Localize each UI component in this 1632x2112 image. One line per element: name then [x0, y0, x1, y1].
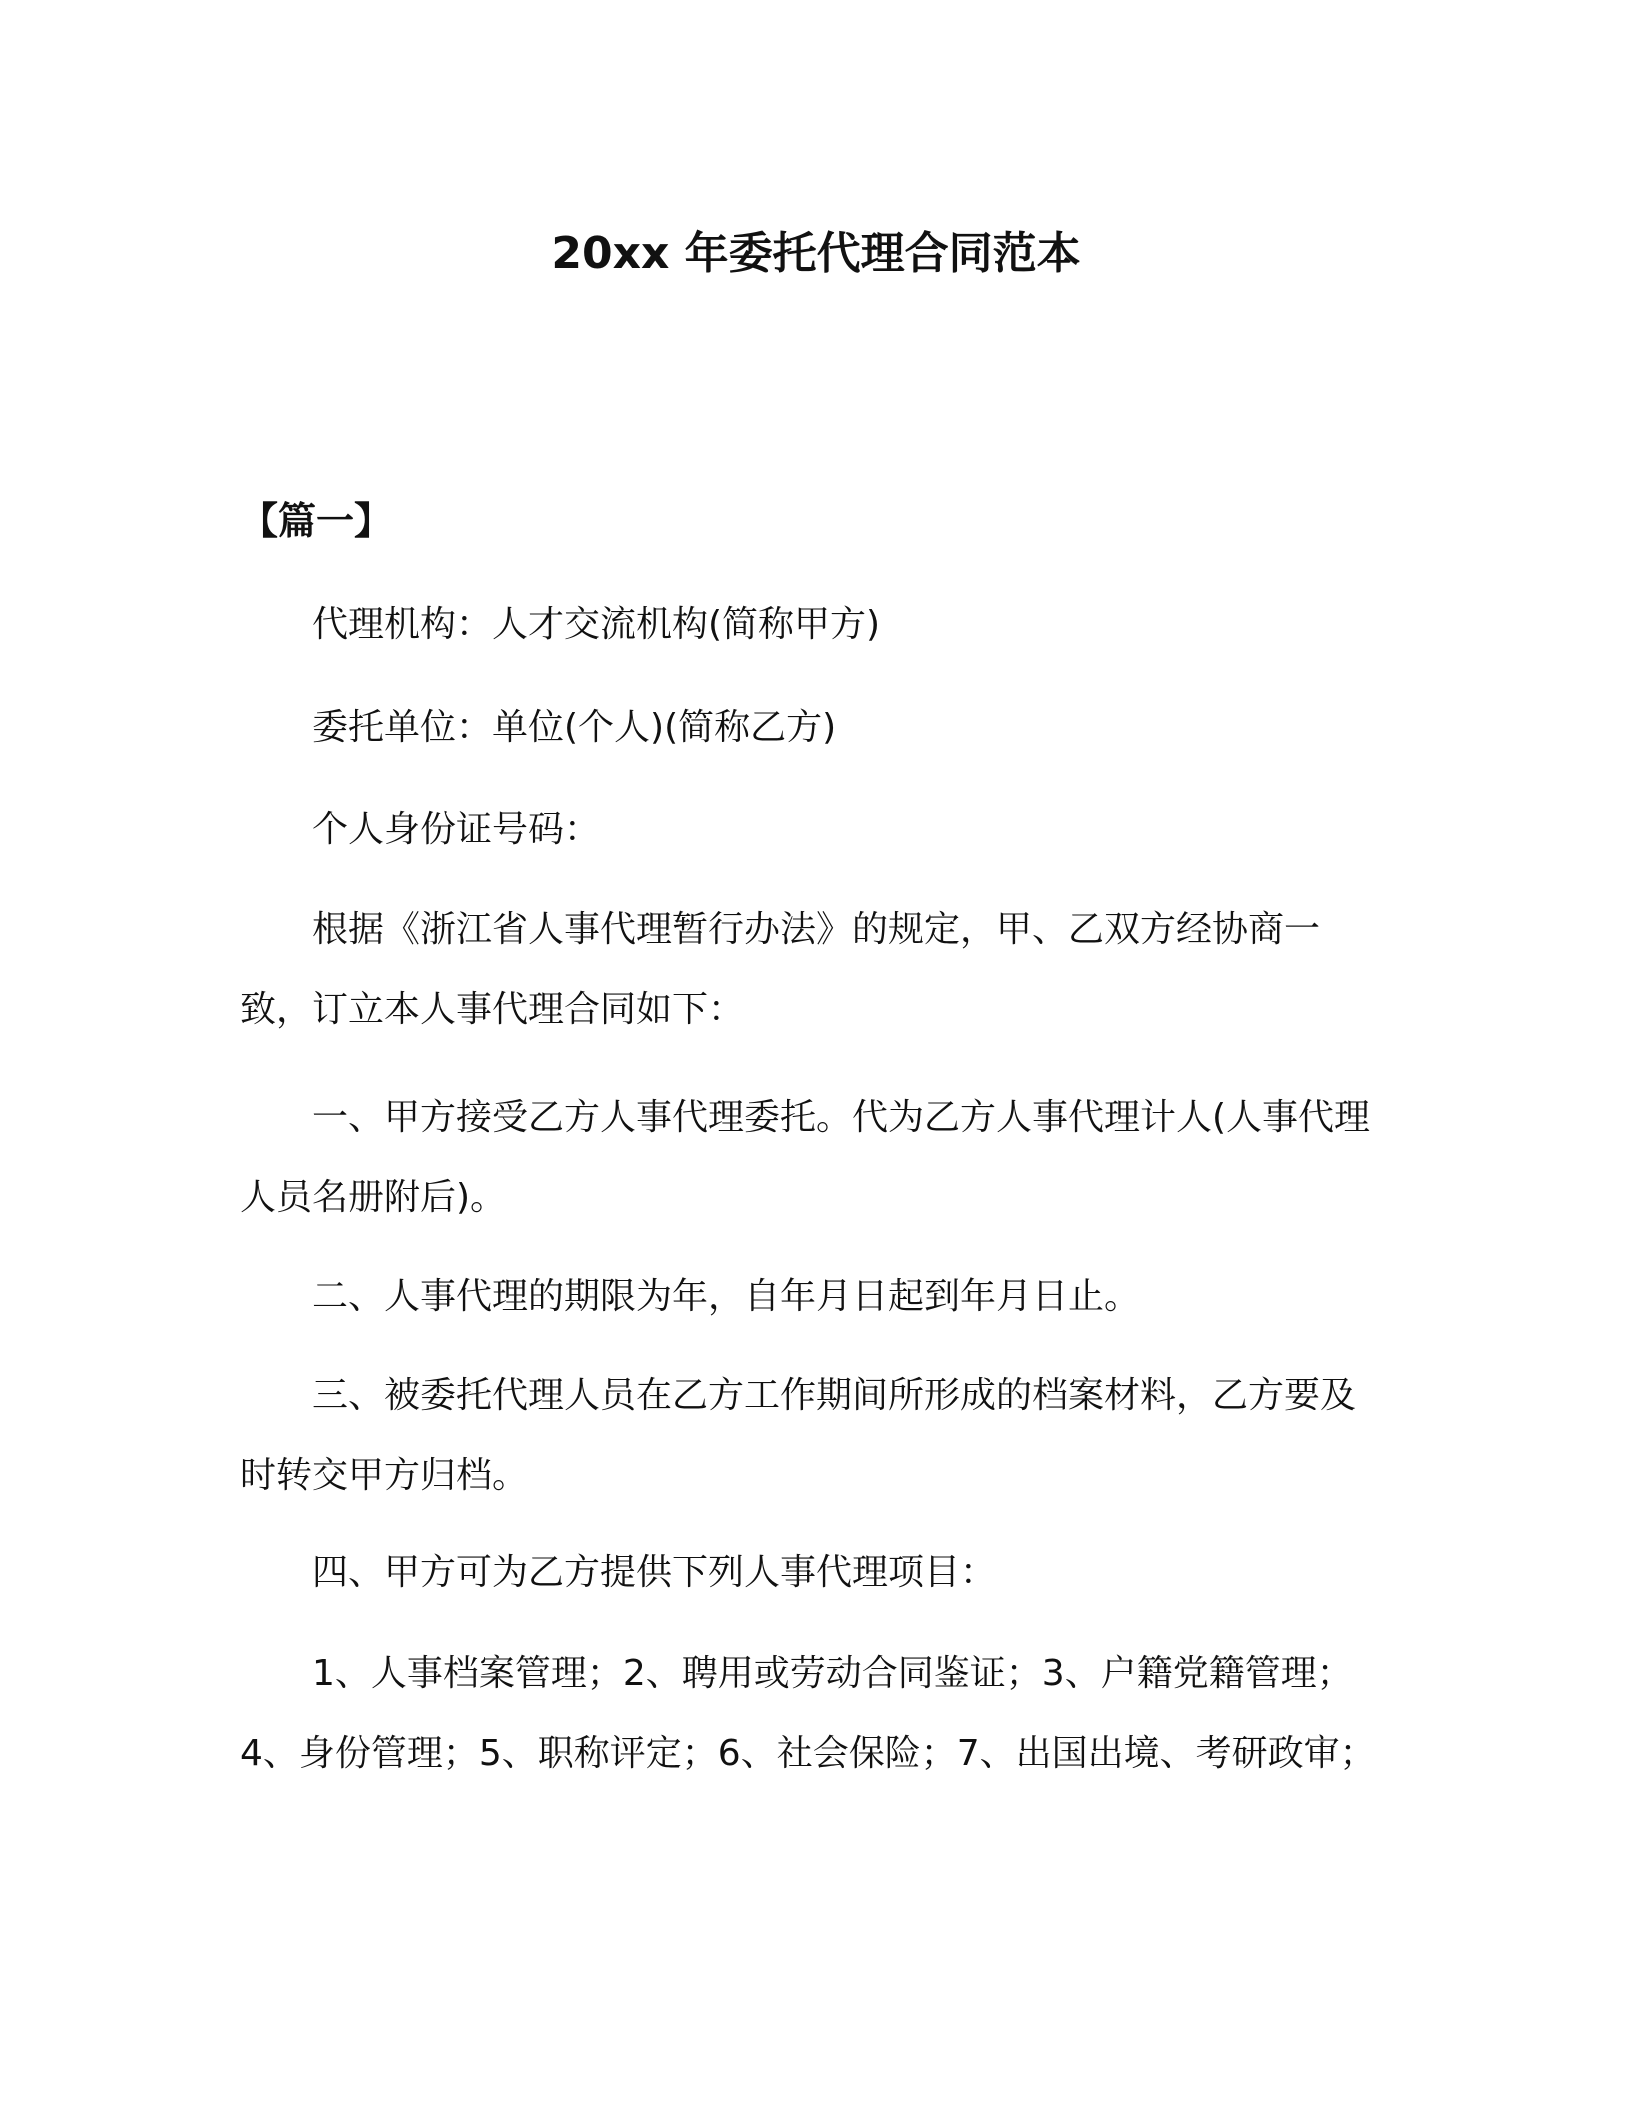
section-heading: 【篇一】	[240, 499, 393, 543]
paragraph-clause-1: 一、甲方接受乙方人事代理委托。代为乙方人事代理计人(人事代理人员名册附后)。	[240, 1097, 1371, 1218]
paragraph-clause-3: 三、被委托代理人员在乙方工作期间所形成的档案材料，乙方要及时转交甲方归档。	[240, 1375, 1357, 1496]
paragraph-agency: 代理机构：人才交流机构(简称甲方)	[312, 604, 881, 645]
document-title: 20xx 年委托代理合同范本	[551, 228, 1081, 279]
paragraph-id-number: 个人身份证号码：	[312, 809, 601, 850]
paragraph-basis: 根据《浙江省人事代理暂行办法》的规定，甲、乙双方经协商一致，订立本人事代理合同如下：	[240, 909, 1321, 1030]
paragraph-client: 委托单位：单位(个人)(简称乙方)	[312, 707, 837, 748]
paragraph-clause-2: 二、人事代理的期限为年，自年月日起到年月日止。	[312, 1276, 1141, 1317]
paragraph-items-list: 1、人事档案管理；2、聘用或劳动合同鉴证；3、户籍党籍管理；4、身份管理；5、职称评定；6、社会保险；7、出国出境、考研政审；	[240, 1653, 1376, 1774]
paragraph-clause-4: 四、甲方可为乙方提供下列人事代理项目：	[312, 1552, 997, 1593]
